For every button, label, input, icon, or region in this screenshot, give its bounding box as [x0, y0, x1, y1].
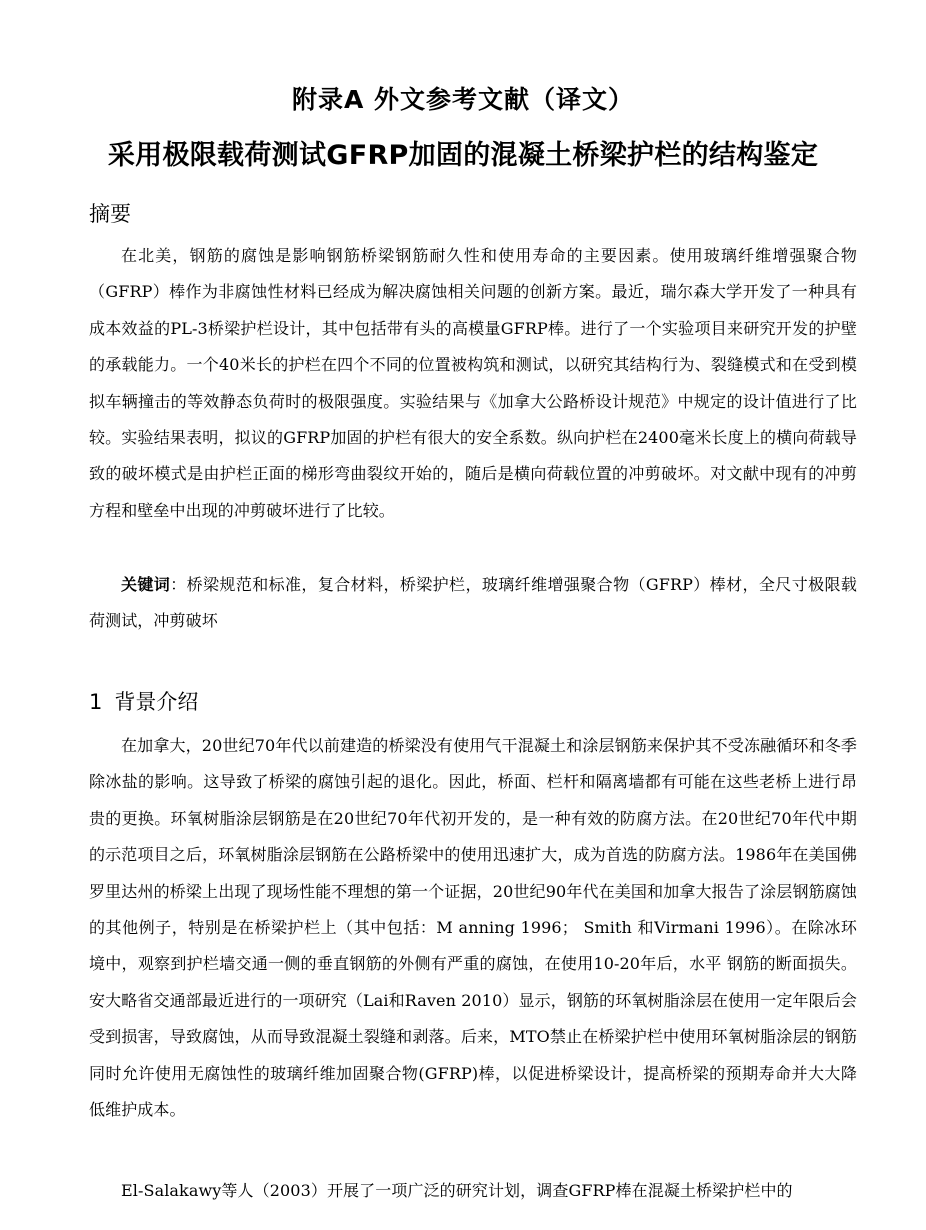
section-title: 背景介绍 [114, 690, 199, 714]
keywords-text: ：桥梁规范和标准，复合材料，桥梁护栏，玻璃纤维增强聚合物（GFRP）棒材，全尺寸极限载荷测试，冲剪破坏 [89, 575, 857, 631]
abstract-heading: 摘要 [89, 202, 131, 226]
keywords-paragraph [89, 567, 857, 640]
background-heading [89, 686, 198, 716]
background-paragraph-1: 在加拿大，20世纪70年代以前建造的桥梁没有使用气干混凝土和涂层钢筋来保护其不受冻融循环和冬季除冰盐的影响。这导致了桥梁的腐蚀引起的退化。因此，桥面、栏杆和隔离墙都有可能在这些老桥上进行昂贵的更换。环氧树脂涂层钢筋是在20世纪70年代初开发的，是一种有效的防腐方法。在20世纪70年代中期的示范项目之后，环氧树脂涂层钢筋在公路桥梁中的使用迅速扩大，成为首选的防腐方法。1986年在美国佛罗里达州的桥梁上出现了现场性能不理想的第一个证据，20世纪90年代在美国和加拿大报告了涂层钢筋腐蚀的其他例子，特别是在桥梁护栏上（其中包括：M anning 1996； Smith 和Virmani 1996）。在除冰环境中，观察到护栏墙交通一侧的垂直钢筋的外侧有严重的腐蚀，在使用10-20年后，水平 钢筋的断面损失。安大略省交通部最近进行的一项研究（Lai和Raven 2010）显示，钢筋的环氧树脂涂层在使用一定年限后会受到损害，导致腐蚀，从而导致混凝土裂缝和剥落。后来，MTO禁止在桥梁护栏中使用环氧树脂涂层的钢筋同时允许使用无腐蚀性的玻璃纤维加固聚合物(GFRP)棒，以促进桥梁设计，提高桥梁的预期寿命并大大降低维护成本。 [89, 736, 857, 1120]
abstract-body: 在北美，钢筋的腐蚀是影响钢筋桥梁钢筋耐久性和使用寿命的主要因素。使用玻璃纤维增强聚合物（GFRP）棒作为非腐蚀性材料已经成为解决腐蚀相关问题的创新方案。最近，瑞尔森大学开发了一种具有成本效益的PL-3桥梁护栏设计，其中包括带有头的高模量GFRP棒。进行了一个实验项目来研究开发的护壁的承载能力。一个40米长的护栏在四个不同的位置被构筑和测试，以研究其结构行为、裂缝模式和在受到模拟车辆撞击的等效静态负荷时的极限强度。实验结果与《加拿大公路桥设计规范》中规定的设计值进行了比较。实验结果表明，拟议的GFRP加固的护栏有很大的安全系数。纵向护栏在2400毫米长度上的横向荷载导致的破坏模式是由护栏正面的梯形弯曲裂纹开始的，随后是横向荷载位置的冲剪破坏。对文献中现有的冲剪方程和壁垒中出现的冲剪破坏进行了比较。 [89, 246, 857, 520]
paper-title: 采用极限载荷测试GFRP加固的混凝土桥梁护栏的结构鉴定 [107, 140, 819, 171]
background-paragraph-2: El-Salakawy等人（2003）开展了一项广泛的研究计划，调查GFRP棒在混凝土桥梁护栏中的 [121, 1181, 793, 1200]
keywords-label: 关键词 [121, 575, 171, 594]
section-number: 1 [89, 690, 103, 714]
appendix-title: 附录A 外文参考文献（译文） [291, 85, 635, 114]
